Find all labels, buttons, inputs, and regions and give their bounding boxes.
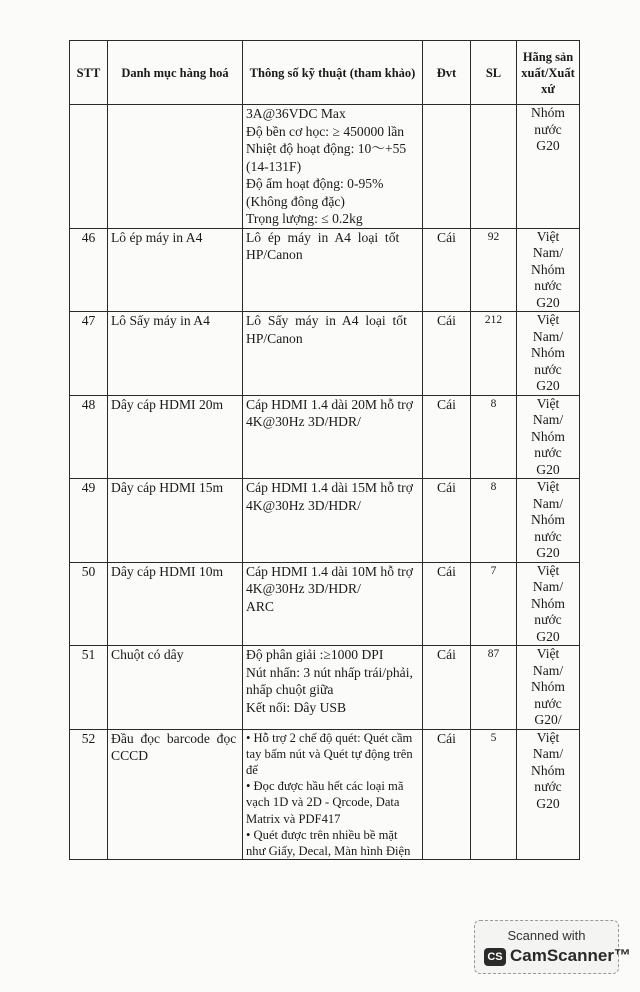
- unit-cell: Cái: [423, 646, 471, 730]
- origin-cell-line: Nhóm: [531, 512, 565, 527]
- unit-cell: Cái: [423, 395, 471, 479]
- item-name-cell-line: Lô ép máy in A4: [111, 229, 203, 245]
- header-stt: STT: [70, 41, 108, 105]
- spec-cell: [243, 228, 423, 312]
- table-row: [70, 228, 580, 312]
- header-origin: [517, 41, 580, 105]
- spec-cell-line: • Hỗ trợ 2 chế độ quét: Quét cầm: [246, 730, 413, 745]
- spec-cell-line: nhấp chuột giữa: [246, 682, 334, 697]
- header-spec: Thông số kỹ thuật (tham khảo): [243, 41, 423, 105]
- spec-cell-line: ARC: [246, 598, 274, 614]
- stt-cell: 49: [70, 479, 108, 563]
- quantity-cell: 87: [471, 646, 517, 730]
- origin-cell-line: nước: [534, 528, 562, 544]
- origin-cell-line: nước: [534, 779, 562, 794]
- item-name-cell: [108, 646, 243, 730]
- spec-cell-line: Nút nhấn: 3 nút nhấp trái/phải,: [246, 664, 413, 680]
- stt-cell: 47: [70, 312, 108, 396]
- camscanner-watermark: [474, 920, 631, 974]
- stt-cell: 46: [70, 228, 108, 312]
- stt-cell: 51: [70, 646, 108, 730]
- origin-cell-line: Nam/: [532, 245, 564, 260]
- table-row: [70, 562, 580, 646]
- origin-cell-line: nước: [534, 695, 562, 711]
- item-name-cell-line: Dây cáp HDMI 10m: [111, 563, 224, 579]
- table-row: [70, 395, 580, 479]
- origin-cell-line: Việt: [536, 228, 560, 244]
- origin-cell: [517, 395, 580, 479]
- watermark-caption: Scanned with: [507, 928, 586, 943]
- spec-cell-line: HP/Canon: [246, 330, 303, 346]
- header-origin-line: xuất/Xuất: [521, 65, 575, 80]
- spec-cell: [243, 729, 423, 860]
- spec-cell-line: Lô ép máy in A4 loại tốt: [246, 229, 400, 245]
- watermark-brand: CamScanner™: [510, 946, 631, 965]
- spec-cell-line: • Đọc được hầu hết các loại mã: [246, 779, 404, 794]
- spec-cell: [243, 105, 423, 229]
- spec-cell-line: Kết nối: Dây USB: [246, 699, 347, 715]
- stt-cell: 48: [70, 395, 108, 479]
- item-name-cell: [108, 729, 243, 860]
- spec-cell-line: Độ ẩm hoạt động: 0-95%: [246, 176, 384, 191]
- origin-cell: [517, 105, 580, 229]
- origin-cell-line: Nam/: [532, 579, 564, 594]
- origin-cell-line: Việt: [536, 479, 560, 494]
- item-name-cell-line: Lô Sấy máy in A4: [111, 313, 210, 328]
- spec-cell-line: (Không đông đặc): [246, 193, 345, 209]
- origin-cell-line: G20: [536, 628, 560, 644]
- item-name-cell-line: CCCD: [111, 748, 149, 763]
- origin-cell-line: Nhóm: [531, 261, 565, 277]
- origin-cell-line: G20: [536, 294, 560, 310]
- table-header-row: [70, 41, 580, 105]
- unit-cell: Cái: [423, 479, 471, 563]
- spec-cell-line: Matrix và PDF417: [246, 811, 341, 826]
- origin-cell-line: G20: [536, 138, 560, 153]
- origin-cell-line: G20: [536, 378, 560, 393]
- quantity-cell: 212: [471, 312, 517, 396]
- header-name: Danh mục hàng hoá: [108, 41, 243, 105]
- origin-cell: [517, 479, 580, 563]
- origin-cell-line: Nhóm: [531, 679, 565, 694]
- quantity-cell: [471, 105, 517, 229]
- origin-cell-line: G20: [536, 461, 560, 477]
- table-row: [70, 729, 580, 860]
- header-qty: SL: [471, 41, 517, 105]
- origin-cell: [517, 646, 580, 730]
- spec-cell-line: 4K@30Hz 3D/HDR/: [246, 581, 361, 596]
- spec-cell-line: (14-131F): [246, 158, 302, 174]
- origin-cell-line: G20/: [534, 712, 562, 727]
- spec-cell: [243, 646, 423, 730]
- origin-cell-line: Việt: [536, 395, 560, 411]
- unit-cell: [423, 105, 471, 229]
- spec-cell-line: Trọng lượng: ≤ 0.2kg: [246, 211, 363, 226]
- origin-cell: [517, 312, 580, 396]
- spec-cell: [243, 395, 423, 479]
- spec-cell-line: HP/Canon: [246, 247, 303, 262]
- header-origin-line: xứ: [541, 81, 555, 96]
- quantity-cell: 7: [471, 562, 517, 646]
- spec-cell-line: đế: [246, 762, 258, 777]
- header-unit: Đvt: [423, 41, 471, 105]
- origin-cell-line: Việt: [536, 562, 560, 578]
- origin-cell-line: Việt: [536, 646, 560, 661]
- unit-cell: Cái: [423, 729, 471, 860]
- item-name-cell: [108, 312, 243, 396]
- spec-cell-line: như Giấy, Decal, Màn hình Điện: [246, 843, 411, 858]
- spec-cell: [243, 562, 423, 646]
- origin-cell: [517, 729, 580, 860]
- unit-cell: Cái: [423, 312, 471, 396]
- camscanner-logo-icon: CS: [484, 948, 506, 966]
- item-name-cell: [108, 395, 243, 479]
- origin-cell-line: Nam/: [532, 662, 564, 678]
- unit-cell: Cái: [423, 228, 471, 312]
- quantity-cell: 8: [471, 479, 517, 563]
- origin-cell-line: Nam/: [532, 495, 564, 511]
- spec-cell-line: 4K@30Hz 3D/HDR/: [246, 497, 361, 513]
- stt-cell: 52: [70, 729, 108, 860]
- origin-cell-line: nước: [534, 121, 562, 137]
- item-name-cell: [108, 479, 243, 563]
- goods-table: [69, 40, 580, 860]
- spec-cell-line: Độ phân giải :≥1000 DPI: [246, 647, 384, 662]
- origin-cell-line: nước: [534, 612, 562, 627]
- item-name-cell: [108, 105, 243, 229]
- spec-cell-line: Cáp HDMI 1.4 dài 10M hỗ trợ: [246, 563, 413, 579]
- origin-cell-line: Nam/: [532, 412, 564, 427]
- item-name-cell-line: Dây cáp HDMI 15m: [111, 480, 224, 495]
- origin-cell-line: Nhóm: [531, 762, 565, 778]
- table-body: [70, 105, 580, 860]
- spec-cell-line: Độ bền cơ học: ≥ 450000 lần: [246, 123, 405, 139]
- item-name-cell-line: Đầu đọc barcode đọc: [111, 730, 237, 746]
- spec-cell-line: 3A@36VDC Max: [246, 106, 346, 121]
- table-row: [70, 312, 580, 396]
- origin-cell-line: Việt: [536, 312, 560, 327]
- item-name-cell-line: Dây cáp HDMI 20m: [111, 396, 224, 412]
- origin-cell-line: Nhóm: [531, 595, 565, 611]
- origin-cell-line: Nhóm: [531, 345, 565, 360]
- spec-cell: [243, 479, 423, 563]
- spec-cell-line: Nhiệt độ hoạt động: 10～+55: [246, 141, 407, 156]
- stt-cell: 50: [70, 562, 108, 646]
- origin-cell-line: Nhóm: [531, 105, 565, 120]
- item-name-cell: [108, 228, 243, 312]
- spec-cell-line: Lô Sấy máy in A4 loại tốt: [246, 313, 407, 328]
- origin-cell-line: nước: [534, 445, 562, 460]
- item-name-cell: [108, 562, 243, 646]
- table-row: [70, 479, 580, 563]
- spec-cell-line: • Quét được trên nhiều bề mặt: [246, 827, 398, 842]
- origin-cell-line: Nam/: [532, 328, 564, 344]
- origin-cell: [517, 562, 580, 646]
- origin-cell-line: Nhóm: [531, 428, 565, 444]
- stt-cell: [70, 105, 108, 229]
- spec-cell: [243, 312, 423, 396]
- item-name-cell-line: Chuột có dây: [111, 647, 184, 662]
- origin-cell-line: Nam/: [532, 746, 564, 761]
- origin-cell-line: G20: [536, 795, 560, 811]
- unit-cell: Cái: [423, 562, 471, 646]
- spec-cell-line: vạch 1D và 2D - Qrcode, Data: [246, 795, 400, 810]
- header-origin-line: Hãng sản: [522, 49, 574, 64]
- origin-cell-line: nước: [534, 278, 562, 293]
- spec-cell-line: Cáp HDMI 1.4 dài 20M hỗ trợ: [246, 396, 413, 412]
- spec-cell-line: 4K@30Hz 3D/HDR/: [246, 414, 361, 429]
- origin-cell-line: Việt: [536, 729, 560, 745]
- quantity-cell: 5: [471, 729, 517, 860]
- origin-cell-line: nước: [534, 361, 562, 377]
- table-row: [70, 105, 580, 229]
- spec-cell-line: Cáp HDMI 1.4 dài 15M hỗ trợ: [246, 480, 413, 495]
- table-row: [70, 646, 580, 730]
- origin-cell-line: G20: [536, 545, 560, 560]
- spec-cell-line: tay bấm nút và Quét tự động trên: [246, 746, 413, 761]
- quantity-cell: 8: [471, 395, 517, 479]
- quantity-cell: 92: [471, 228, 517, 312]
- origin-cell: [517, 228, 580, 312]
